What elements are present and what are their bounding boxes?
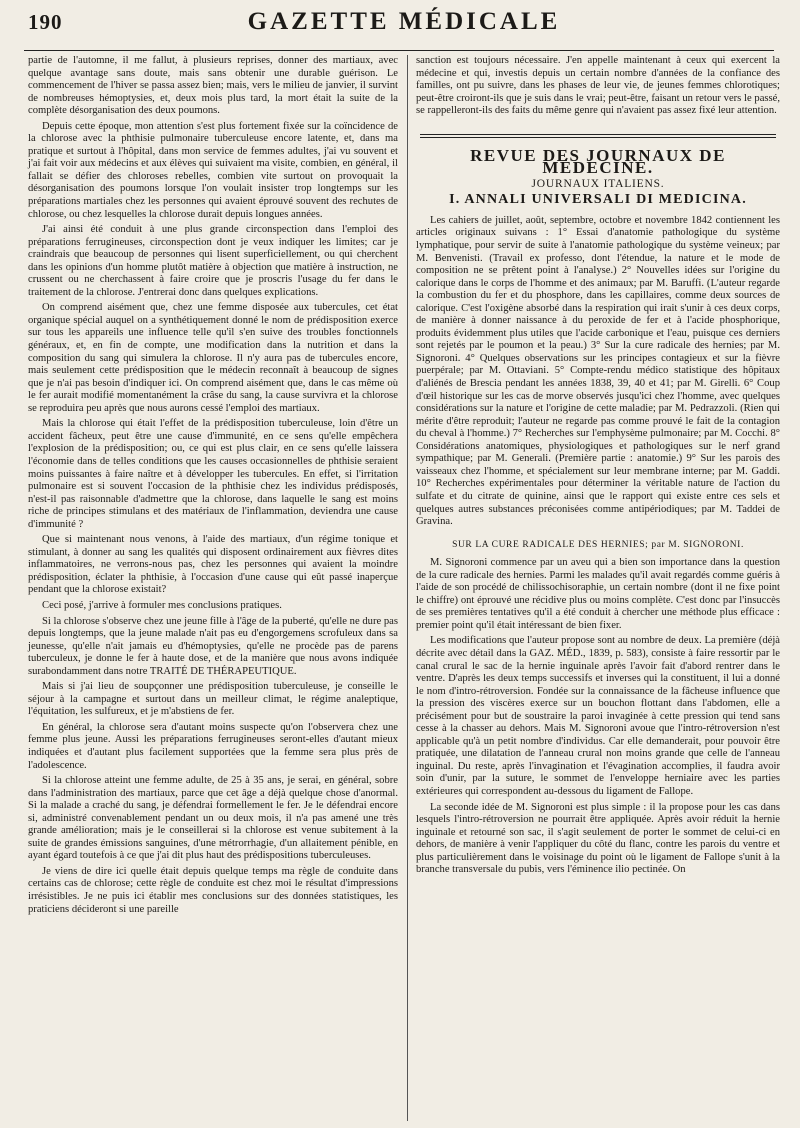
paragraph: On comprend aisément que, chez une femme disposée aux tubercules, cet état organique spécial auquel on a synthétiquement donné le nom de prédisposition exerce sur tous les appareils une influence telle qu'il s'en suive des troubles fonctionnels généraux, et, en fin de compte, une modification dans la nutrition et dans la composition du sang qui simulera la chlorose. Il n'y aura pas de tubercules encore, mais seulement cette prédisposition que le médecin reconnaît à beaucoup de signes que je n'ai pas besoin d'indiquer ici. On comprend aisément que, dans le cas même où le fer aurait modifié momentanément la crâse du sang, la cause survivra et la chlorose se reproduira peu après que nous aurons cessé l'emploi des martiaux.	[28, 302, 398, 414]
article-heading: SUR LA CURE RADICALE DES HERNIES; par M. SIGNORONI.	[452, 539, 744, 550]
section-separator	[420, 134, 776, 138]
paragraph: La seconde idée de M. Signoroni est plus simple : il la propose pour les cas dans lesquels l'intro-rétroversion ne pourrait être appliquée. Après avoir réduit la hernie inguinale et retourné son sac, il s'agit seulement de porter le sommet de celui-ci en dehors, de manière à venir l'appliquer du côté du flanc, contre les parois du ventre et plus particulièrement dans le voisinage du point où le ligament de Fallope s'unit à la branche transversale du pubis, vers l'éminence ilio pectinée. On	[416, 801, 780, 876]
paragraph: partie de l'automne, il me fallut, à plusieurs reprises, donner des martiaux, avec quelque avantage sans doute, mais sans obtenir une durable guérison. Le commencement de l'hiver se passa assez bien; mais, vers le milieu de janvier, il survint de nombreuses hémoptysies, et, deux mois plus tard, la mort était la suite de la complète désorganisation des deux poumons.	[28, 55, 398, 117]
journal-heading: I. ANNALI UNIVERSALI DI MEDICINA.	[449, 192, 747, 208]
paragraph: En général, la chlorose sera d'autant moins suspecte qu'on l'observera chez une femme plus jeune. Aussi les préparations ferrugineuses seront-elles d'autant mieux indiquées et d'autant plus facilement supportées que la femme sera plus près de l'adolescence.	[28, 721, 398, 771]
paragraph: Si la chlorose s'observe chez une jeune fille à l'âge de la puberté, qu'elle ne dure pas depuis longtemps, que la jeune malade n'ait pas eu d'engorgemens scrofuleux dans sa jeunesse, qu'elle n'ait jamais eu d'hémoptysies, qu'elle ne procède pas de parens tuberculeux, je donne le fer à haute dose, et de la manière que nous avons indiquée surabondamment dans notre TRAITÉ DE THÉRAPEUTIQUE.	[28, 615, 398, 677]
right-column	[416, 55, 780, 880]
page-number: 190	[28, 10, 63, 34]
paragraph: Mais la chlorose qui était l'effet de la prédisposition tuberculeuse, loin d'être un accident fâcheux, peut être une cause d'immunité, en ce sens qu'elle empêchera l'explosion de la prédisposition; ou, ce qui est plus clair, en ce sens qu'elle laissera l'économie dans de telles conditions que les causes occasionnelles de phthisie seraient moins puissantes à faire naître et à développer les tubercules. En effet, si l'irritation pulmonaire est si souvent l'occasion de la phthisie chez les individus prédisposés, n'est-il pas raisonnable d'admettre que la chlorose, dans laquelle le sang est moins riche de principes stimulans et des matériaux de l'inflammation, deviendra une cause d'immunité ?	[28, 418, 398, 530]
paragraph: Depuis cette époque, mon attention s'est plus fortement fixée sur la coïncidence de la chlorose avec la phthisie pulmonaire tuberculeuse encore latente, et, dans ma pratique et surtout à l'hôpital, dans mon service de femmes adultes, j'ai vu souvent et j'ai fait voir aux médecins et aux élèves qui suivaient ma visite, combien, en général, il fallait se défier des chloroses rebelles, combien vite surtout on provoquait la désorganisation des poumons lorsque l'on voulait insister trop longtemps sur les préparations martiales chez les personnes qui avaient éprouvé souvent des rechutes de chlorose, ou chez lesquelles la chlorose durait depuis longues années.	[28, 120, 398, 220]
paragraph: J'ai ainsi été conduit à une plus grande circonspection dans l'emploi des préparations ferrugineuses, circonspection dont je veux indiquer les limites; car je craindrais que beaucoup de personnes qui lisent superficiellement, ou qui cherchent dans les opinions d'un homme plutôt matière à objection que matière à instruction, ne crussent ou ne cherchassent à faire croire que je proscris l'usage du fer dans le traitement de la chlorose. J'entrerai donc dans quelques explications.	[28, 224, 398, 298]
paragraph: Si la chlorose atteint une femme adulte, de 25 à 35 ans, je serai, en général, sobre dans l'administration des martiaux, parce que cet âge a déjà quelque chose d'anormal. Si la malade a craché du sang, je défendrai formellement le fer. Je le défendrai encore si, administré convenablement pendant un ou deux mois, il n'a pas amené une très grande amélioration; mais je le conseillerai si la chlorose est venue subitement à la suite de grandes émissions sanguines, d'une métrorrhagie, d'un allaitement pénible, en ayant égard toutefois à ce que j'ai dit plus haut des prédispositions tuberculeuses.	[28, 775, 398, 862]
paragraph: Les modifications que l'auteur propose sont au nombre de deux. La première (déjà décrite avec détail dans la GAZ. MÉD., 1839, p. 583), consiste à faire ressortir par le canal crural le sac de la hernie inguinale après l'avoir fait d'abord rentrer dans le ventre. D'après les deux temps successifs et inverses qui la constituent, il lui a donné le nom d'intro-rétroversion. Fondée sur la connaissance de la fâcheuse influence que la pression des viscères exerce sur un bouchon flottant dans l'abdomen, elle a précisément pour but de soustraire la paroi invaginée à cette pression qui tend sans cesse à la chasser au dehors. Mais M. Signoroni avoue que l'intro-rétroversion n'est applicable qu'à un petit nombre d'individus. Car elle demanderait, pour pouvoir être pratiquée, une dilatation de l'anneau crural non moins grande que celle de l'anneau inguinal. Du reste, après l'invagination et l'évagination accomplies, il faudra avoir soin d'unir, par la suture, le sommet de l'enveloppe herniaire avec les parties extérieures qui correspondent au-dessous du ligament de Fallope.	[416, 635, 780, 797]
paragraph: Les cahiers de juillet, août, septembre, octobre et novembre 1842 contiennent les articles originaux suivans : 1° Essai d'anatomie pathologique du système lymphatique, pour servir de suite à l'anatomie pathologique du système veineux; par M. Benvenisti. (Travail ex professo, dont l'étendue, la nature et le mode de composition ne se prêtent point à l'analyse.) 2° Nouvelles idées sur l'origine du calorique dans le corps de l'homme et des animaux; par M. Baruffi. (L'auteur regarde la combustion du fer et du phosphore, dans les capillaires, comme deux sources de calorique. C'est l'oxigène absorbé dans la respiration qui irait s'unir à ces deux corps, de manière à donner naissance à du peroxide de fer et à l'acide phosphorique, produits évidemment plus utiles que l'acide carbonique et l'eau, puisque ces derniers sont rejetés par le poumon et la peau.) 3° Sur la cure radicale des hernies; par M. Signoroni. 4° Quelques observations sur les principes contagieux et sur la fièvre puerpérale; par M. Ottaviani. 5° Compte-rendu médico statistique des hôpitaux d'aliénés de Brescia pendant les années 1838, 39, 40 et 41; par M. Girelli. 6° Coup d'œil historique sur les cas de morve observés jusqu'ici chez l'homme, avec quelques considérations sur la nature et l'origine de cette maladie; par M. Pedrazzoli. (Rien qui mérite d'être reproduit; l'auteur ne regarde pas comme prouvé le fait de la contagion du cheval à l'homme.) 7° Recherches sur l'emphysème pulmonaire; par M. Cocchi. 8° Considérations anatomiques, physiologiques et pathologiques sur le nerf grand sympathique; par M. Generali. (Première partie : anatomie.) 9° Sur les parois des vaisseaux chez l'homme, et spécialement sur leur membrane interne; par M. Gaddi. 10° Recherches expérimentales pour déterminer la véritable nature de l'action du sulfate et du citrate de quinine, ainsi que le rapport qui existe entre ces sels et quelques autres substances préconisées comme antipériodiques; par M. Taddei de Gravina.	[416, 214, 780, 528]
paragraph: Que si maintenant nous venons, à l'aide des martiaux, d'un régime tonique et stimulant, à donner au sang les qualités qui disposent ordinairement aux fièvres dites inflammatoires, ne verrons-nous pas, chez les personnes qui avaient la moindre prédisposition, éclater la phthisie, à l'occasion d'une cause qui eût passé inaperçue pendant que la chlorose existait?	[28, 534, 398, 596]
paragraph: Ceci posé, j'arrive à formuler mes conclusions pratiques.	[42, 599, 282, 611]
section-subheading: JOURNAUX ITALIENS.	[531, 177, 665, 190]
paragraph: M. Signoroni commence par un aveu qui a bien son importance dans la question de la cure radicale des hernies. Parmi les malades qu'il avait regardés comme guéris à l'aide de son procédé de chilissochisoraphie, un certain nombre (dont il ne fixe point le chiffre) ont éprouvé une récidive plus ou moins complète. C'est donc par l'insuccès de ses premières tentatives qu'il a été conduit à chercher une méthode plus efficace : premier point qu'il était intéressant de bien fixer.	[416, 557, 780, 631]
page-header	[28, 6, 780, 40]
left-column	[28, 55, 398, 919]
section-title: REVUE DES JOURNAUX DE MÉDECINE.	[470, 145, 726, 178]
paragraph: sanction est toujours nécessaire. J'en appelle maintenant à ceux qui exercent la médecine et qui, investis depuis un certain nombre d'années de la confiance des familles, ont pu suivre, dans les phases de leur vie, de jeunes femmes chlorotiques; peut-être croiront-ils que je suis dans le vrai; peut-être, faisant un retour vers le passé, se rappelleront-ils des faits du même genre qui n'avaient pas assez fixé leur attention.	[416, 55, 780, 117]
header-rule	[24, 50, 774, 51]
column-divider	[407, 55, 408, 1121]
paragraph: Je viens de dire ici quelle était depuis quelque temps ma règle de conduite dans certains cas de chlorose; cette règle de conduite est chez moi le résultat d'impressions irrésistibles. Je ne puis ici établir mes conclusions sur des données statistiques, les praticiens décideront si une pareille	[28, 865, 398, 915]
paragraph: Mais si j'ai lieu de soupçonner une prédisposition tuberculeuse, je conseille le séjour à la campagne et surtout dans un meilleur climat, le régime analeptique, l'équitation, les sulfureux, et je m'abstiens de fer.	[28, 681, 398, 718]
journal-title: GAZETTE MÉDICALE	[247, 8, 561, 35]
